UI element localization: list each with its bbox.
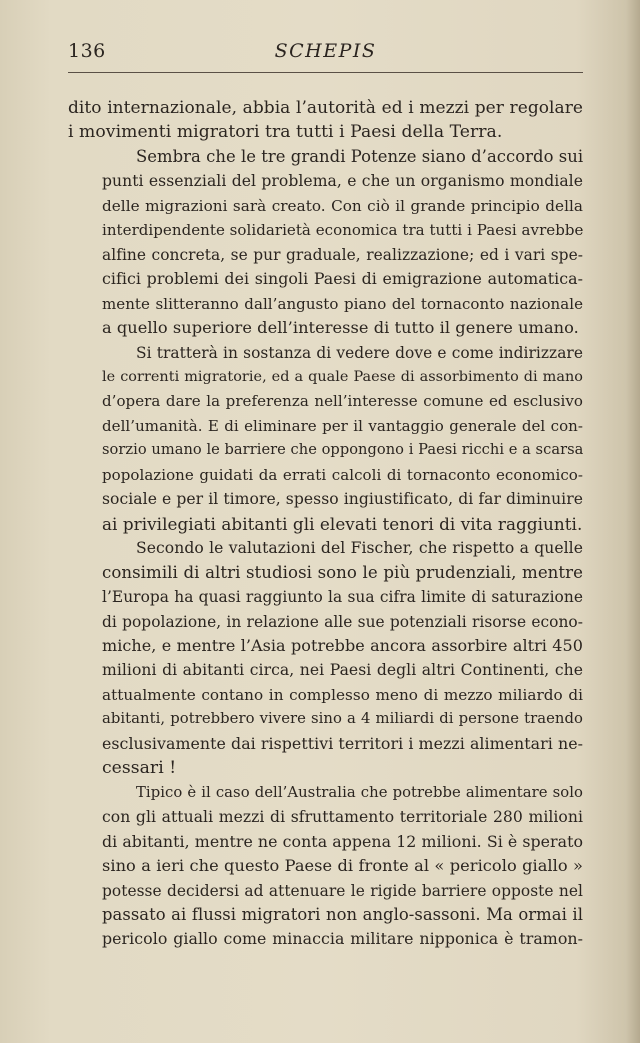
text-line: dell’umanità. E di eliminare per il vantaggio generale del con-	[102, 416, 583, 435]
text-line: pericolo giallo come minaccia militare nipponica è tramon-	[102, 929, 583, 949]
text-line: Secondo le valutazioni del Fischer, che rispetto a quelle	[136, 539, 583, 558]
paragraph-2	[68, 145, 583, 341]
running-head: SCHEPIS	[274, 40, 377, 62]
paragraph-1	[68, 96, 583, 145]
text-line: potesse decidersi ad attenuare le rigide barriere opposte nel	[102, 881, 583, 900]
body-text	[68, 96, 583, 952]
text-line: Si tratterà in sostanza di vedere dove e come indirizzare	[136, 343, 583, 362]
page-number: 136	[68, 40, 106, 62]
text-line: alfine concreta, se pur graduale, realizzazione; ed i vari spe-	[102, 245, 583, 264]
text-line: popolazione guidati da errati calcoli di tornaconto economico-	[102, 465, 583, 484]
text-line: sociale e per il timore, spesso ingiustificato, di far diminuire	[102, 490, 583, 509]
text-line: le correnti migratorie, ed a quale Paese di assorbimento di mano	[102, 368, 583, 385]
text-line: dito internazionale, abbia l’autorità ed i mezzi per regolare	[68, 98, 583, 118]
text-line: ai privilegiati abitanti gli elevati tenori di vita raggiunti.	[102, 513, 583, 534]
paragraph-3	[68, 341, 583, 537]
text-line: punti essenziali del problema, e che un organismo mondiale	[102, 172, 583, 191]
text-line: consimili di altri studiosi sono le più prudenziali, mentre	[102, 562, 583, 582]
text-line: mente slitteranno dall’angusto piano del tornaconto nazionale	[102, 294, 583, 313]
text-line: cifici problemi dei singoli Paesi di emigrazione automatica-	[102, 269, 583, 289]
text-line: abitanti, potrebbero vivere sino a 4 miliardi di persone traendo	[102, 710, 583, 728]
text-line: miche, e mentre l’Asia potrebbe ancora assorbire altri 450	[102, 635, 583, 655]
text-line: delle migrazioni sarà creato. Con ciò il grande principio della	[102, 196, 583, 215]
text-line: sorzio umano le barriere che oppongono i Paesi ricchi e a scarsa	[102, 441, 584, 459]
text-line: Tipico è il caso dell’Australia che potrebbe alimentare solo	[136, 783, 583, 801]
text-line: cessari !	[102, 758, 177, 779]
text-line: esclusivamente dai rispettivi territori i mezzi alimentari ne-	[102, 733, 583, 753]
text-line: a quello superiore dell’interesse di tutto il genere umano.	[102, 318, 579, 338]
page-edge-shadow	[626, 0, 640, 1043]
text-line: di popolazione, in relazione alle sue potenziali risorse econo-	[102, 612, 583, 631]
text-line: sino a ieri che questo Paese di fronte al « pericolo giallo »	[102, 856, 583, 876]
text-line: di abitanti, mentre ne conta appena 12 milioni. Si è sperato	[102, 831, 584, 851]
page-header	[68, 38, 583, 73]
text-line: milioni di abitanti circa, nei Paesi degli altri Continenti, che	[102, 661, 583, 680]
text-line: con gli attuali mezzi di sfruttamento territoriale 280 milioni	[102, 808, 583, 827]
text-line: d’opera dare la preferenza nell’interesse comune ed esclusivo	[102, 392, 583, 411]
text-line: Sembra che le tre grandi Potenze siano d’accordo sui	[136, 146, 584, 166]
text-line: l’Europa ha quasi raggiunto la sua cifra limite di saturazione	[102, 588, 583, 607]
text-line: passato ai flussi migratori non anglo-sassoni. Ma ormai il	[102, 904, 583, 924]
paragraph-5	[68, 781, 583, 952]
text-line: interdipendente solidarietà economica tra tutti i Paesi avrebbe	[102, 221, 584, 240]
text-line: attualmente contano in complesso meno di mezzo miliardo di	[102, 685, 583, 704]
text-line: i movimenti migratori tra tutti i Paesi della Terra.	[68, 122, 503, 143]
paragraph-4	[68, 536, 583, 781]
